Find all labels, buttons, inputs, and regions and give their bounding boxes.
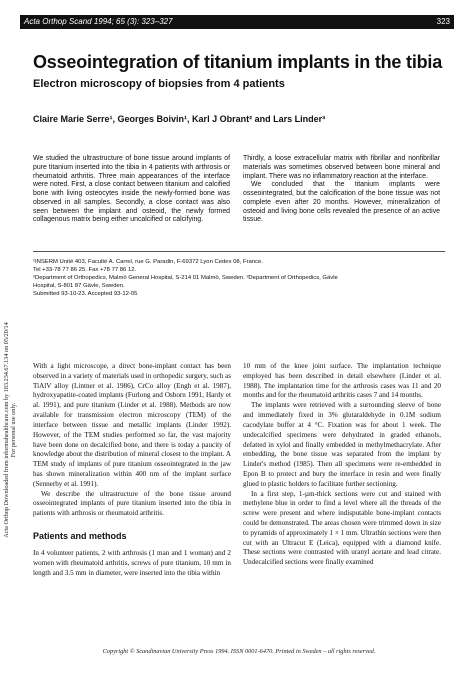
body-paragraph: In a first step, 1-µm-thick sections were cut and stained with methylene blue in order to find a level where all the threads of the screw were present and where indisputable bone-implant contacts could be demonstrated. The areas chosen were trimmed down in size to pyramids of approximately 1 × 1 mm. Ultrathin sections were then cut with an Ultracut E (Leica), equipped with a diamond knife. These sections were contrasted with uranyl acetate and lead citrate. Undecalcified sections were finally examined [243, 489, 441, 567]
download-watermark [3, 270, 29, 590]
body-paragraph: We describe the ultrastructure of the bone tissue around osseointegrated implants of pure titanium inserted into the tibia in patients with arthrosis or rheumatoid arthritis. [33, 489, 231, 518]
page-number: 323 [436, 17, 450, 26]
watermark-line: Acta Orthop Downloaded from informahealthcare.com by 183.234.67.134 on 05/20/14 [3, 322, 10, 538]
body-paragraph: The implants were retrieved with a surrounding sleeve of bone and immediately fixed in 3% glutaraldehyde in 0.1M sodium cacodylate buffer at 4 °C. Fixation was for about 1 week. The undecalcified specimens were dehydrated in graded ethanols, defatted in xylol and finally embedded in methylmethacrylate. After embedding, the bone tissue was separated from the implant by Linder's method (1985). Then all specimens were re-embedded in Epon B to protect and bury the interface in resin and were finally glued to plastic holders to facilitate further sectioning. [243, 401, 441, 488]
affiliation-line: Hospital, S-801 87 Gävle, Sweden. [33, 283, 125, 290]
affiliations-block [33, 251, 445, 298]
affiliation-line: ¹INSERM Unité 403, Faculté A. Carrel, rue G. Paradin, F-69372 Lyon Cedex 08, France. [33, 259, 263, 265]
affiliation-line: ²Department of Orthopedics, Malmö General Hospital, S-214 01 Malmö, Sweden. ³Department of Orthopedics, Gävle [33, 275, 338, 282]
journal-citation: Acta Orthop Scand 1994; 65 (3): 323–327 [24, 17, 173, 26]
journal-header-bar [20, 15, 454, 29]
body-paragraph: With a light microscope, a direct bone-implant contact has been observed in a variety of materials used in orthopedic surgery, such as TiAlV alloy (Lintner et al. 1986), CrCo alloy (Engh et al. 1987), hydroxyapatite-coated implants (Furlong and Osborn 1991, Hardy et al. 1991), and pure titanium (Linder et al. 1988). Methods are now available for transmission electron microscopy (TEM) of the interface between tissue and metallic implants (Linder 1992). However, of the TEM studies performed so far, the vast majority have been done on decalcified bone, and there is today a paucity of knowledge about the distribution of mineral closest to the implant. A TEM study of implants of pure titanium osseointegrated in the jaw has shown mineralization within 400 nm of the implant surface (Sennerby et al. 1991). [33, 362, 231, 488]
body-paragraph: 10 mm of the knee joint surface. The implantation technique employed has been described in detail elsewhere (Linder et al. 1988). The implantation time for the arthrosis cases was 11 and 20 months and for the rheumatoid arthritis cases 7 and 14 months. [243, 362, 441, 400]
abstract-paragraph: Thirdly, a loose extracellular matrix with fibrillar and nonfibrillar materials was sometimes observed between bone mineral and implant. There was no inflammatory reaction at the interface. [243, 155, 440, 180]
copyright-footer: Copyright © Scandinavian University Press 1994. ISSN 0001-6470. Printed in Sweden – all rights reserved. [102, 648, 376, 655]
body-column-left [33, 362, 231, 578]
abstract-column-right [243, 155, 440, 225]
author-list: Claire Marie Serre¹, Georges Boivin¹, Karl J Obrant² and Lars Linder³ [33, 114, 326, 124]
article-subtitle: Electron microscopy of biopsies from 4 patients [33, 78, 285, 90]
abstract-column-left [33, 155, 230, 225]
body-paragraph: In 4 volunteer patients, 2 with arthrosis (1 man and 1 woman) and 2 women with rheumatoid arthritis, screws of pure titanium, 10 mm in length and 3.5 mm in diameter, were inserted into the tibia within [33, 549, 231, 577]
watermark-line: For personal use only. [10, 402, 18, 458]
section-heading: Patients and methods [33, 531, 127, 541]
abstract-paragraph: We studied the ultrastructure of bone tissue around implants of pure titanium inserted into the tibia in 4 patients with arthrosis or rheumatoid arthritis. Three main appearances of the interface were noted. First, a close contact between titanium and calcified bone with living osteocytes inside the newly-formed bone was observed in all samples. Secondly, a close contact was also seen between the implant and osteoid, the newly formed collagenous matrix being either uncalcified or calcifying. [33, 155, 230, 224]
affiliation-line: Tel +33-78 77 86 25. Fax +78 77 86 12. [33, 267, 137, 274]
body-column-right [243, 362, 441, 568]
article-title: Osseointegration of titanium implants in the tibia [33, 52, 443, 72]
download-watermark-text [3, 270, 18, 590]
abstract-paragraph: We concluded that the titanium implants were osseointegrated, but the calcification of the bone tissue was not complete even after 20 months. However, mineralization of osteoid and living bone cells revealed the presence of an active tissue. [243, 181, 440, 224]
submission-dates: Submitted 93-10-23. Accepted 93-12-05 [33, 291, 138, 298]
